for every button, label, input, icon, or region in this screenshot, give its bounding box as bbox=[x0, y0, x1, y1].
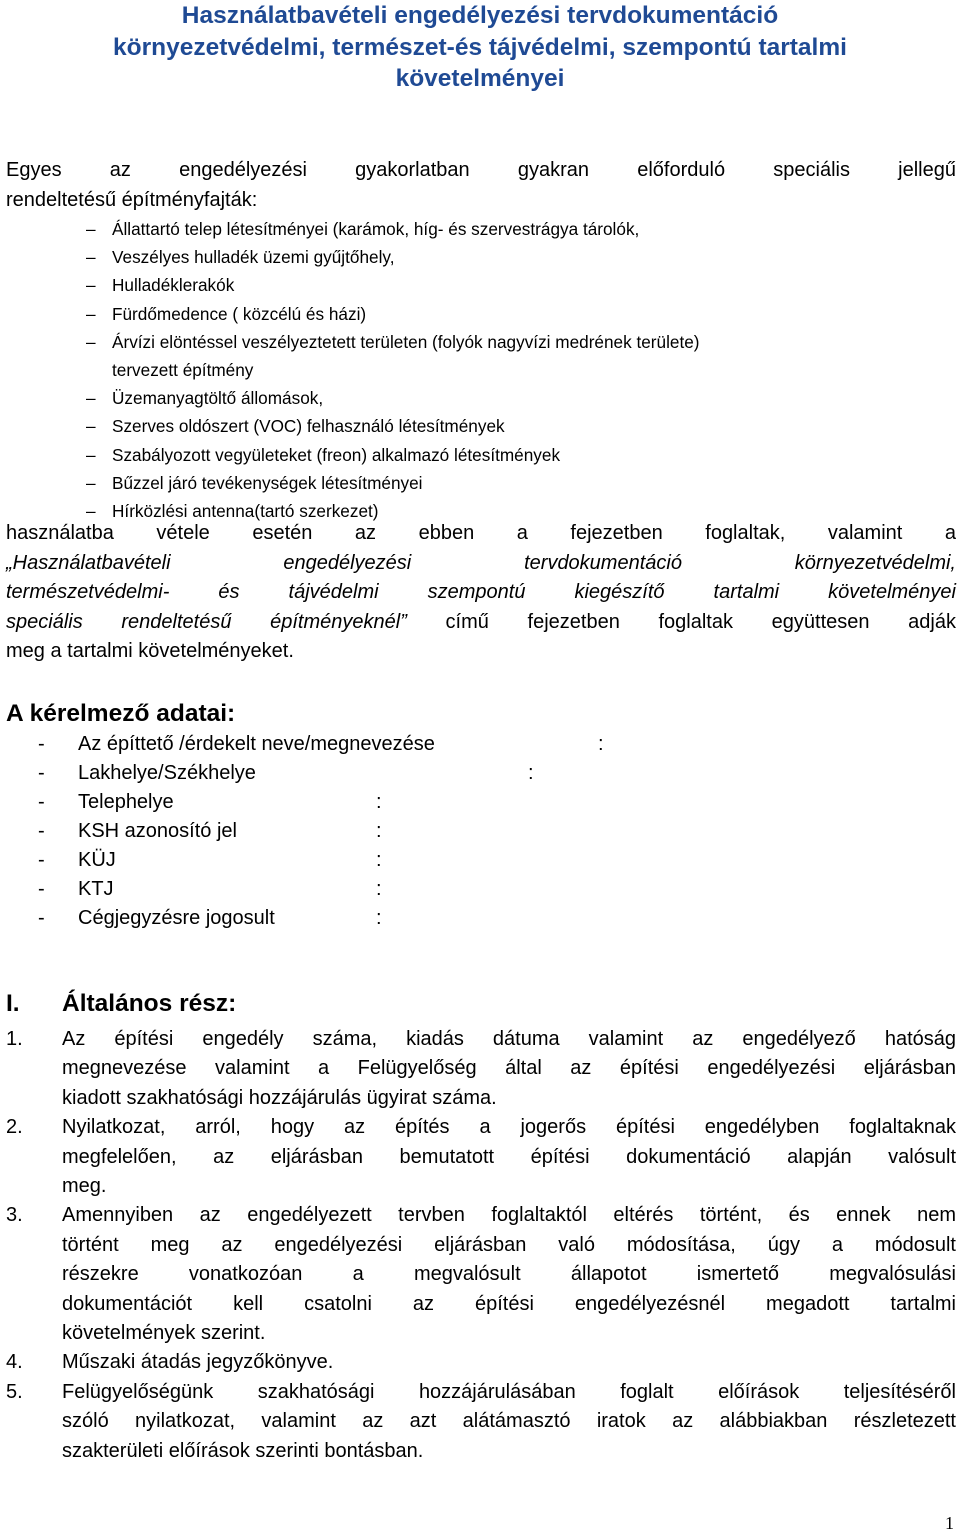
paragraph-line-italic: „Használatbavételi engedélyezési tervdokumentáció környezetvédelmi, bbox=[6, 551, 956, 574]
requirement-text: részekre vonatkozóan a megvalósult állapotot ismertető megvalósulási bbox=[62, 1263, 956, 1286]
intro-line bbox=[6, 156, 956, 186]
facility-type-item bbox=[6, 215, 956, 243]
applicant-field-label: Lakhelye/Székhelye bbox=[78, 762, 256, 784]
requirement-text: követelmények szerint. bbox=[62, 1322, 266, 1345]
facility-type-item bbox=[6, 271, 956, 299]
dash-bullet: – bbox=[86, 331, 96, 352]
general-requirements-list bbox=[6, 1025, 956, 1466]
paragraph-line: meg a tartalmi követelményeket. bbox=[6, 640, 294, 662]
list-hyphen: - bbox=[38, 849, 45, 871]
facility-type-text: Fürdőmedence ( közcélú és házi) bbox=[112, 303, 367, 324]
dash-bullet: – bbox=[86, 275, 96, 296]
applicant-field-label: KTJ bbox=[78, 878, 114, 900]
dash-bullet: – bbox=[86, 501, 96, 522]
intro-word: engedélyezési bbox=[179, 159, 307, 181]
page-number: 1 bbox=[945, 1513, 954, 1533]
facility-type-item bbox=[6, 300, 956, 328]
list-hyphen: - bbox=[38, 907, 45, 929]
paragraph-fragment: című fejezetben foglaltak együttesen adják bbox=[406, 610, 956, 633]
applicant-field-label: Cégjegyzésre jogosult bbox=[78, 907, 275, 929]
applicant-field-label: KSH azonosító jel bbox=[78, 820, 237, 842]
dash-bullet: – bbox=[86, 303, 96, 324]
section-heading bbox=[6, 990, 236, 1018]
requirement-item bbox=[6, 1201, 956, 1348]
dash-bullet: – bbox=[86, 472, 96, 493]
dash-bullet: – bbox=[86, 219, 96, 239]
dash-bullet: – bbox=[86, 444, 96, 465]
requirement-text: megnevezése valamint a Felügyelőség által az építési engedélyezési eljárásban bbox=[62, 1057, 956, 1080]
facility-type-text: Árvízi elöntéssel veszélyeztetett területen (folyók nagyvízi medrének területe) bbox=[112, 331, 700, 352]
facility-type-item bbox=[6, 243, 956, 271]
item-number: 1. bbox=[6, 1028, 23, 1050]
facility-type-item bbox=[6, 412, 956, 440]
facility-type-text: Hulladéklerakók bbox=[112, 275, 235, 296]
list-hyphen: - bbox=[38, 820, 45, 842]
field-colon: : bbox=[376, 820, 382, 842]
requirement-text: meg. bbox=[62, 1175, 107, 1198]
item-number: 4. bbox=[6, 1351, 23, 1374]
intro-word: előforduló bbox=[637, 159, 726, 181]
list-hyphen: - bbox=[38, 791, 45, 813]
applicant-field-label: Az építtető /érdekelt neve/megnevezése bbox=[78, 733, 435, 755]
dash-bullet: – bbox=[86, 388, 96, 409]
field-colon: : bbox=[376, 791, 382, 813]
facility-type-text: Üzemanyagtöltő állomások, bbox=[112, 388, 324, 409]
facility-type-text: Szerves oldószert (VOC) felhasználó létesítmények bbox=[112, 416, 505, 437]
requirement-text: Műszaki átadás jegyzőkönyve. bbox=[62, 1351, 334, 1374]
facility-type-text: tervezett építmény bbox=[112, 360, 254, 381]
requirement-text: szóló nyilatkozat, valamint az azt alátámasztó iratok az alábbiakban részletezett bbox=[62, 1410, 956, 1433]
intro-line: rendeltetésű építményfajták: bbox=[6, 188, 258, 211]
intro-word: az bbox=[109, 159, 131, 181]
intro-word: speciális bbox=[773, 159, 850, 181]
requirement-item bbox=[6, 1113, 956, 1201]
intro-section bbox=[6, 156, 956, 525]
document-title bbox=[0, 0, 960, 95]
requirement-text: dokumentációt kell csatolni az építési engedélyezésnél megadott tartalmi bbox=[62, 1292, 956, 1315]
requirement-item bbox=[6, 1025, 956, 1113]
section-title: Általános rész: bbox=[62, 990, 237, 1017]
facility-type-text: Szabályozott vegyületeket (freon) alkalmazó létesítmények bbox=[112, 444, 561, 465]
field-colon: : bbox=[598, 733, 604, 755]
usage-paragraph bbox=[6, 519, 956, 667]
applicant-field-label: KÜJ bbox=[78, 849, 116, 871]
dash-bullet: – bbox=[86, 247, 96, 268]
requirement-text: megfelelően, az eljárásban bemutatott építési dokumentáció alapján valósult bbox=[62, 1145, 956, 1168]
field-colon: : bbox=[528, 762, 534, 784]
requirement-text: kiadott szakhatósági hozzájárulás ügyirat száma. bbox=[62, 1086, 497, 1109]
section-number: I. bbox=[6, 990, 20, 1017]
facility-type-text: Veszélyes hulladék üzemi gyűjtőhely, bbox=[112, 247, 395, 268]
facility-type-item bbox=[6, 328, 956, 384]
intro-word: Egyes bbox=[6, 159, 62, 181]
intro-word: gyakran bbox=[517, 159, 590, 181]
intro-word: gyakorlatban bbox=[355, 159, 470, 181]
requirement-text: történt meg az engedélyezési eljárásban való módosítása, úgy a módosult bbox=[62, 1233, 956, 1256]
paragraph-line: használatba vétele esetén az ebben a fejezetben foglaltak, valamint a bbox=[6, 522, 956, 544]
intro-word: jellegű bbox=[898, 159, 956, 181]
list-hyphen: - bbox=[38, 762, 45, 784]
field-colon: : bbox=[376, 878, 382, 900]
field-colon: : bbox=[376, 907, 382, 929]
item-number: 2. bbox=[6, 1116, 23, 1139]
requirement-item bbox=[6, 1378, 956, 1466]
dash-bullet: – bbox=[86, 416, 96, 437]
title-line: követelményei bbox=[395, 65, 565, 92]
requirement-item bbox=[6, 1348, 956, 1377]
item-number: 5. bbox=[6, 1380, 23, 1403]
title-line: környezetvédelmi, természet-és tájvédelmi, szempontú tartalmi bbox=[113, 33, 847, 61]
paragraph-line-italic: természetvédelmi- és tájvédelmi szempontú kiegészítő tartalmi követelményei bbox=[6, 581, 956, 603]
requirement-text: Amennyiben az engedélyezett tervben foglaltaktól eltérés történt, és ennek nem bbox=[62, 1204, 956, 1227]
requirement-text: Az építési engedély száma, kiadás dátuma valamint az engedélyező hatóság bbox=[62, 1028, 956, 1050]
facility-type-text: Állattartó telep létesítményei (karámok, híg- és szervestrágya tárolók, bbox=[112, 219, 640, 239]
applicant-field-label: Telephelye bbox=[78, 791, 174, 813]
facility-type-text: Bűzzel járó tevékenységek létesítményei bbox=[112, 472, 423, 493]
facility-type-item bbox=[6, 469, 956, 497]
title-line: Használatbavételi engedélyezési tervdokumentáció bbox=[181, 2, 779, 29]
applicant-heading: A kérelmező adatai: bbox=[6, 700, 236, 727]
facility-type-item bbox=[6, 384, 956, 412]
facility-type-item bbox=[6, 441, 956, 469]
list-hyphen: - bbox=[38, 878, 45, 900]
requirement-text: szakterületi előírások szerinti bontásban. bbox=[62, 1439, 424, 1462]
requirement-text: Nyilatkozat, arról, hogy az építés a jogerős építési engedélyben foglaltaknak bbox=[62, 1116, 956, 1139]
chapter-reference: speciális rendeltetésű építményeknél” bbox=[6, 610, 407, 633]
field-colon: : bbox=[376, 849, 382, 871]
facility-type-list bbox=[6, 215, 956, 525]
list-hyphen: - bbox=[38, 733, 45, 755]
item-number: 3. bbox=[6, 1204, 23, 1227]
facility-type-text: Hírközlési antenna(tartó szerkezet) bbox=[112, 501, 379, 522]
paragraph-line bbox=[6, 608, 956, 638]
requirement-text: Felügyelőségünk szakhatósági hozzájárulásában foglalt előírások teljesítéséről bbox=[62, 1380, 956, 1403]
